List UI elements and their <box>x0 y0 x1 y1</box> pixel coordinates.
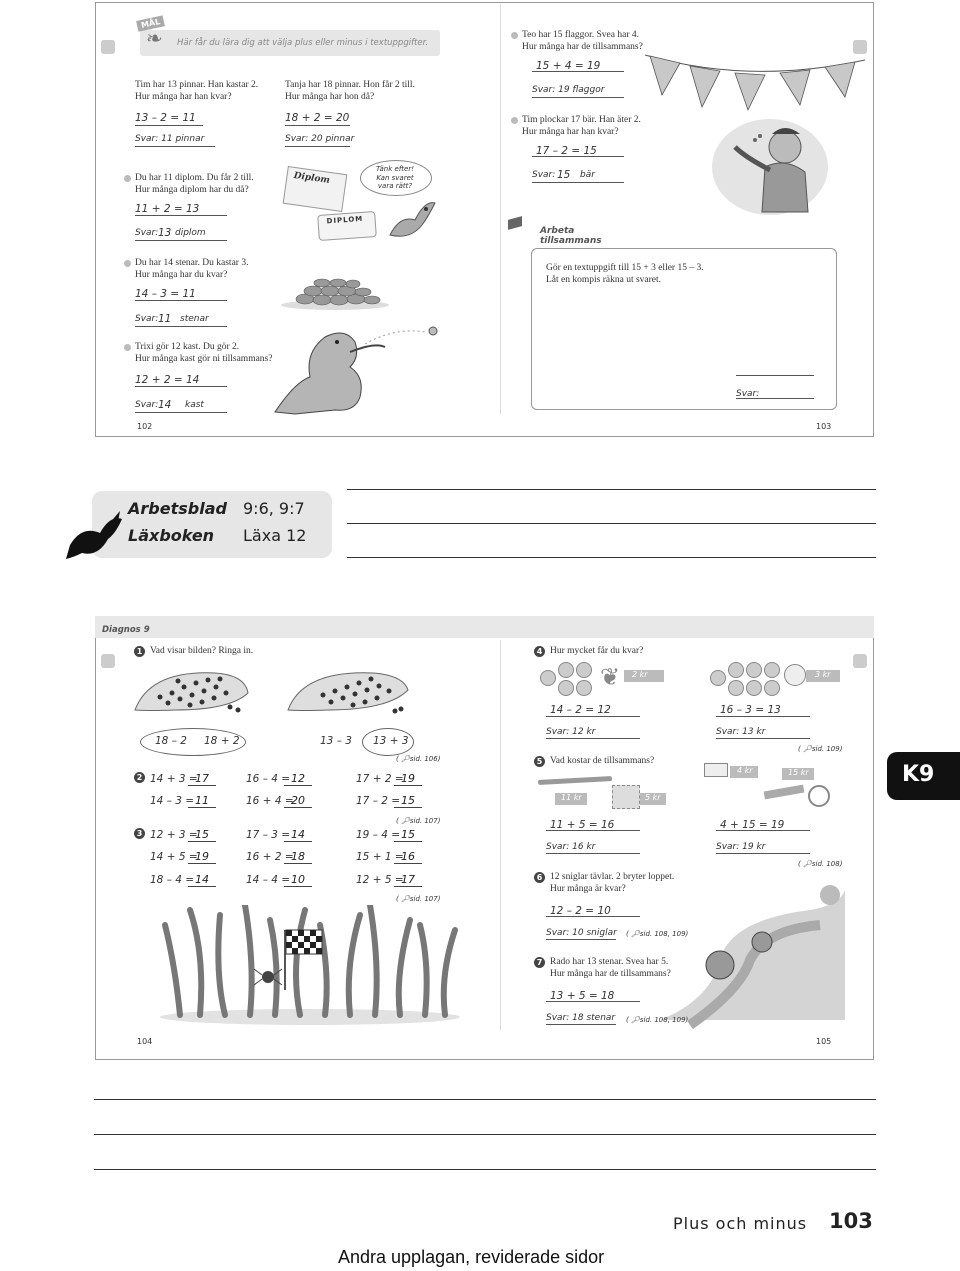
q2-answer[interactable]: 12 <box>284 772 312 786</box>
tim2-equation-line <box>532 156 624 157</box>
q5-eq-left: 11 + 5 = 16 <box>550 819 615 831</box>
trixi-svar-label: Svar: <box>135 400 159 410</box>
tim-task-line2: Hur många har han kvar? <box>135 91 232 102</box>
tanja-equation-line <box>285 125 350 126</box>
trixi-equation: 12 + 2 = 14 <box>135 374 200 386</box>
diploma-image-label: Diplom <box>292 170 331 186</box>
q4-eq-right: 16 – 3 = 13 <box>720 704 781 716</box>
think-bubble-line3: vara rätt? <box>377 182 413 190</box>
left-page-tab <box>101 40 115 54</box>
q3-answer[interactable]: 10 <box>284 873 312 887</box>
teo-equation: 15 + 4 = 19 <box>536 60 601 72</box>
laxboken-label: Läxboken <box>128 526 215 545</box>
arbetsblad-label: Arbetsblad <box>128 499 227 518</box>
tim2-task-line2: Hur många har han kvar? <box>522 126 619 137</box>
bottom-note-line-2[interactable] <box>94 1134 876 1135</box>
q2-number: 2 <box>134 772 145 783</box>
q5-svar-left: Svar: 16 kr <box>546 842 596 852</box>
q4-eq-left-line <box>546 716 640 717</box>
q5-svar-right-line <box>716 853 810 854</box>
q7-text-line1: Rado har 13 stenar. Svea har 5. <box>550 957 669 967</box>
magnifier-icon: 🔎︎ <box>802 745 812 753</box>
coin-icon <box>710 670 726 686</box>
think-bubble-line1: Tänk efter! <box>375 165 415 173</box>
arbeta-task-line2: Låt en kompis räkna ut svaret. <box>546 275 662 285</box>
q1-option-13-plus-3[interactable]: 13 + 3 <box>373 735 409 747</box>
coin-icon <box>558 680 574 696</box>
diplom-equation: 11 + 2 = 13 <box>135 203 200 215</box>
tim2-bullet <box>511 117 518 124</box>
teo-task-line2: Hur många har de tillsammans? <box>522 41 643 52</box>
q3-answer[interactable]: 15 <box>188 828 216 842</box>
arbetsblad-value: 9:6, 9:7 <box>243 499 305 518</box>
trixi-svar-line <box>135 412 227 413</box>
tanja-svar-line <box>285 146 350 147</box>
sten-svar-line <box>135 326 227 327</box>
footer-page-number: 103 <box>829 1209 873 1233</box>
tim-svar-line <box>135 146 215 147</box>
q4-text: Hur mycket får du kvar? <box>550 646 644 656</box>
kangaroo-throwing-illustration <box>255 322 455 417</box>
diploma-scroll-image <box>317 211 377 241</box>
arbeta-heading <box>540 226 602 246</box>
diagnos-right-tab <box>853 654 867 668</box>
kangaroo-logo-icon <box>62 505 132 565</box>
tim2-svar-label: Svar: <box>532 170 556 180</box>
q3-answer[interactable]: 19 <box>188 850 216 864</box>
keychain-icon <box>808 785 830 807</box>
q2-ref-text: sid. 107) <box>409 817 441 825</box>
q2-answer[interactable]: 11 <box>188 794 216 808</box>
flags-illustration <box>640 35 870 115</box>
q5-price-15kr: 15 kr <box>788 768 809 777</box>
diplom-task-line1: Du har 11 diplom. Du får 2 till. <box>135 173 254 183</box>
tanja-svar: Svar: 20 pinnar <box>285 134 355 144</box>
q4-svar-right-line <box>716 738 810 739</box>
diagnos-gutter <box>500 640 501 1030</box>
note-line-2[interactable] <box>347 523 876 524</box>
q3-ref-text: sid. 107) <box>409 895 441 903</box>
q2-expression: 16 + 4 = <box>246 795 294 807</box>
trixi-equation-line <box>135 386 227 387</box>
tim2-svar-value: 15 <box>557 169 571 181</box>
q6-svar: Svar: 10 sniglar <box>546 928 617 938</box>
q7-svar-line <box>546 1024 616 1025</box>
laxboken-value: Läxa 12 <box>243 526 307 545</box>
arbeta-heading-line1: Arbeta <box>540 226 575 236</box>
q4-svar-left-line <box>546 738 640 739</box>
coin-icon <box>576 680 592 696</box>
teo-task-line1: Teo har 15 flaggor. Svea har 4. <box>522 30 639 40</box>
q3-expression: 17 – 3 = <box>246 829 291 841</box>
q3-expression: 18 – 4 = <box>150 874 195 886</box>
trixi-task <box>135 342 272 365</box>
sten-equation: 14 – 3 = 11 <box>135 288 196 300</box>
q4-svar-left: Svar: 12 kr <box>546 727 596 737</box>
arbeta-answer-line2 <box>736 398 814 399</box>
tim-equation-line <box>135 125 203 126</box>
arbeta-task-line1: Gör en textuppgift till 15 + 3 eller 15 – 3. <box>546 263 704 273</box>
page-number-102: 102 <box>137 422 153 431</box>
tanja-task-line1: Tanja har 18 pinnar. Hon får 2 till. <box>285 80 415 90</box>
tanja-equation: 18 + 2 = 20 <box>285 112 350 124</box>
arbeta-answer-line1 <box>736 375 814 376</box>
sten-task-line2: Hur många har du kvar? <box>135 269 228 280</box>
q3-answer[interactable]: 17 <box>394 873 422 887</box>
diagnos-header-band <box>95 616 874 638</box>
note-line-1[interactable] <box>347 489 876 490</box>
q3-expression: 12 + 3 = <box>150 829 198 841</box>
sten-equation-line <box>135 300 227 301</box>
think-bubble-text <box>365 165 425 191</box>
q3-answer[interactable]: 14 <box>284 828 312 842</box>
diagnos-title: Diagnos 9 <box>102 625 150 635</box>
q2-answer[interactable]: 20 <box>284 794 312 808</box>
q4-eq-left: 14 – 2 = 12 <box>550 704 611 716</box>
q1-number: 1 <box>134 646 145 657</box>
coin-icon <box>764 662 780 678</box>
tim-equation: 13 – 2 = 11 <box>135 112 196 124</box>
trixi-bullet <box>124 344 131 351</box>
sten-task-line1: Du har 14 stenar. Du kastar 3. <box>135 258 249 268</box>
q7-eq: 13 + 5 = 18 <box>550 990 615 1002</box>
q5-number: 5 <box>534 756 545 767</box>
q6-text-line2: Hur många är kvar? <box>550 883 626 894</box>
q7-ref: ( 🔎︎sid. 108, 109) <box>626 1016 689 1024</box>
eraser-icon <box>704 763 728 777</box>
q4-ref-text: sid. 109) <box>811 745 843 753</box>
sten-svar-value: 11 <box>158 313 172 325</box>
arbeta-svar: Svar: <box>736 389 760 399</box>
magnifier-icon: 🔎︎ <box>630 1016 640 1024</box>
ribbon-icon: ❦ <box>600 665 621 691</box>
diplom-svar-value: 13 <box>158 227 172 239</box>
tim2-task-line1: Tim plockar 17 bär. Han äter 2. <box>522 115 641 125</box>
q1-ref: ( 🔎︎sid. 106) <box>396 755 441 763</box>
q7-svar: Svar: 18 stenar <box>546 1013 616 1023</box>
q2-ref: ( 🔎︎sid. 107) <box>396 817 441 825</box>
diplom-svar-label: Svar: <box>135 228 159 238</box>
q3-answer[interactable]: 14 <box>188 873 216 887</box>
leaf-left-illustration <box>130 665 250 720</box>
medal-icon <box>784 664 806 686</box>
q5-ref: ( 🔎︎sid. 108) <box>798 860 843 868</box>
q7-text-line2: Hur många har de tillsammans? <box>550 968 671 979</box>
goal-mascot-icon: ❧ <box>146 28 163 50</box>
q2-expression: 14 – 3 = <box>150 795 195 807</box>
diplom-bullet <box>124 175 131 182</box>
tim-task-line1: Tim har 13 pinnar. Han kastar 2. <box>135 80 259 90</box>
tim2-svar-line <box>532 182 624 183</box>
q4-number: 4 <box>534 646 545 657</box>
coin-icon <box>540 670 556 686</box>
q2-expression: 16 – 4 = <box>246 773 291 785</box>
q5-text: Vad kostar de tillsammans? <box>550 756 655 766</box>
q5-svar-right: Svar: 19 kr <box>716 842 766 852</box>
q1-text: Vad visar bilden? Ringa in. <box>150 646 254 656</box>
snail-race-illustration <box>650 880 850 1030</box>
magnifier-icon: 🔎︎ <box>400 755 410 763</box>
q3-number: 3 <box>134 828 145 839</box>
q4-svar-right: Svar: 13 kr <box>716 727 766 737</box>
tim2-task <box>522 115 641 138</box>
sten-svar-label: Svar: <box>135 314 159 324</box>
trixi-task-line1: Trixi gör 12 kast. Du gör 2. <box>135 342 240 352</box>
bottom-note-line-1[interactable] <box>94 1099 876 1100</box>
tim2-svar-unit: bär <box>580 170 595 180</box>
magnifier-icon: 🔎︎ <box>400 817 410 825</box>
q2-answer[interactable]: 15 <box>394 794 422 808</box>
diploma-image <box>283 166 348 212</box>
q3-answer[interactable]: 15 <box>394 828 422 842</box>
q6-eq-line <box>546 916 640 917</box>
tanja-task <box>285 80 415 103</box>
q4-price-right: 3 kr <box>815 670 831 679</box>
q6-number: 6 <box>534 872 545 883</box>
q5-eq-right-line <box>716 830 810 831</box>
diploma-scroll-label: DIPLOM <box>326 214 364 226</box>
q1-ref-text: sid. 106) <box>409 755 441 763</box>
coin-icon <box>558 662 574 678</box>
q7-eq-line <box>546 1001 640 1002</box>
stone-pile-illustration <box>280 265 390 310</box>
diplom-svar-line <box>135 240 227 241</box>
sten-task <box>135 258 248 281</box>
diplom-task <box>135 173 254 196</box>
q5-eq-right: 4 + 15 = 19 <box>720 819 785 831</box>
spread-gutter <box>500 4 501 414</box>
q6-ref: ( 🔎︎sid. 108, 109) <box>626 930 689 938</box>
trixi-svar-unit: kast <box>185 400 204 410</box>
stamp-icon <box>612 785 640 809</box>
magnifier-icon: 🔎︎ <box>802 860 812 868</box>
q3-expression: 14 – 4 = <box>246 874 291 886</box>
teo-task <box>522 30 643 53</box>
q6-svar-line <box>546 939 616 940</box>
teo-svar: Svar: 19 flaggor <box>532 85 605 95</box>
coin-icon <box>576 662 592 678</box>
tim-svar: Svar: 11 pinnar <box>135 134 205 144</box>
q3-answer[interactable]: 16 <box>394 850 422 864</box>
q1-option-18-plus-2[interactable]: 18 + 2 <box>204 735 240 747</box>
q5-eq-left-line <box>546 830 640 831</box>
q2-expression: 17 – 2 = <box>356 795 401 807</box>
bottom-note-line-3[interactable] <box>94 1169 876 1170</box>
q6-eq: 12 – 2 = 10 <box>550 905 611 917</box>
magnifier-icon: 🔎︎ <box>630 930 640 938</box>
q1-option-18-minus-2[interactable]: 18 – 2 <box>155 735 187 747</box>
leaf-right-illustration <box>283 665 413 720</box>
diplom-task-line2: Hur många diplom har du då? <box>135 184 249 195</box>
coin-icon <box>728 662 744 678</box>
coin-icon <box>728 680 744 696</box>
footer-edition-note: Andra upplagan, reviderade sidor <box>338 1247 605 1267</box>
q3-ref: ( 🔎︎sid. 107) <box>396 895 441 903</box>
grass-finish-flag-illustration <box>160 905 460 1025</box>
coin-icon <box>764 680 780 696</box>
note-line-3[interactable] <box>347 557 876 558</box>
kangaroo-small-illustration <box>380 195 440 245</box>
sten-bullet <box>124 260 131 267</box>
q1-option-13-minus-3[interactable]: 13 – 3 <box>320 735 352 747</box>
magnifier-icon: 🔎︎ <box>400 895 410 903</box>
coin-icon <box>746 680 762 696</box>
trixi-svar-value: 14 <box>158 399 172 411</box>
q5-svar-left-line <box>546 853 640 854</box>
tim-task <box>135 80 258 103</box>
q6-text-line1: 12 sniglar tävlar. 2 bryter loppet. <box>550 872 675 882</box>
q5-price-5kr: 5 kr <box>645 793 661 802</box>
q6-text <box>550 872 674 895</box>
q4-price-left: 2 kr <box>632 670 648 679</box>
page-number-103: 103 <box>816 422 832 431</box>
coin-icon <box>746 662 762 678</box>
q6-ref-text: sid. 108, 109) <box>639 930 689 938</box>
chapter-tab-label: K9 <box>902 762 935 787</box>
q3-expression: 19 – 4 = <box>356 829 401 841</box>
goal-badge: MÅL <box>136 15 165 31</box>
q3-expression: 14 + 5 = <box>150 851 198 863</box>
q3-answer[interactable]: 18 <box>284 850 312 864</box>
q2-expression: 17 + 2 = <box>356 773 404 785</box>
teo-svar-line <box>532 97 624 98</box>
diagnos-left-tab <box>101 654 115 668</box>
teo-bullet <box>511 32 518 39</box>
q5-price-11kr: 11 kr <box>561 793 582 802</box>
q4-ref: ( 🔎︎sid. 109) <box>798 745 843 753</box>
q3-expression: 16 + 2 = <box>246 851 294 863</box>
q2-expression: 14 + 3 = <box>150 773 198 785</box>
page-number-105: 105 <box>816 1037 832 1046</box>
q3-expression: 15 + 1 = <box>356 851 404 863</box>
diplom-svar-unit: diplom <box>175 228 206 238</box>
q5-ref-text: sid. 108) <box>811 860 843 868</box>
q7-ref-text: sid. 108, 109) <box>639 1016 689 1024</box>
teo-equation-line <box>532 71 624 72</box>
q5-price-4kr: 4 kr <box>737 766 753 775</box>
q7-number: 7 <box>534 957 545 968</box>
sten-svar-unit: stenar <box>180 314 209 324</box>
goal-text: Här får du lära dig att välja plus eller minus i textuppgifter. <box>177 38 429 48</box>
arbeta-heading-line2: tillsammans <box>540 236 602 246</box>
tim2-equation: 17 – 2 = 15 <box>536 145 597 157</box>
page-number-104: 104 <box>137 1037 153 1046</box>
boy-eating-berries-illustration <box>700 112 830 217</box>
q2-answer[interactable]: 19 <box>394 772 422 786</box>
diplom-equation-line <box>135 215 227 216</box>
trixi-task-line2: Hur många kast gör ni tillsammans? <box>135 353 273 364</box>
q4-eq-right-line <box>716 716 810 717</box>
q2-answer[interactable]: 17 <box>188 772 216 786</box>
think-bubble-line2: Kan svaret <box>376 173 414 182</box>
q3-expression: 12 + 5 = <box>356 874 404 886</box>
tanja-task-line2: Hur många har hon då? <box>285 91 375 102</box>
q7-text <box>550 957 671 980</box>
footer-chapter-title: Plus och minus <box>673 1214 808 1233</box>
